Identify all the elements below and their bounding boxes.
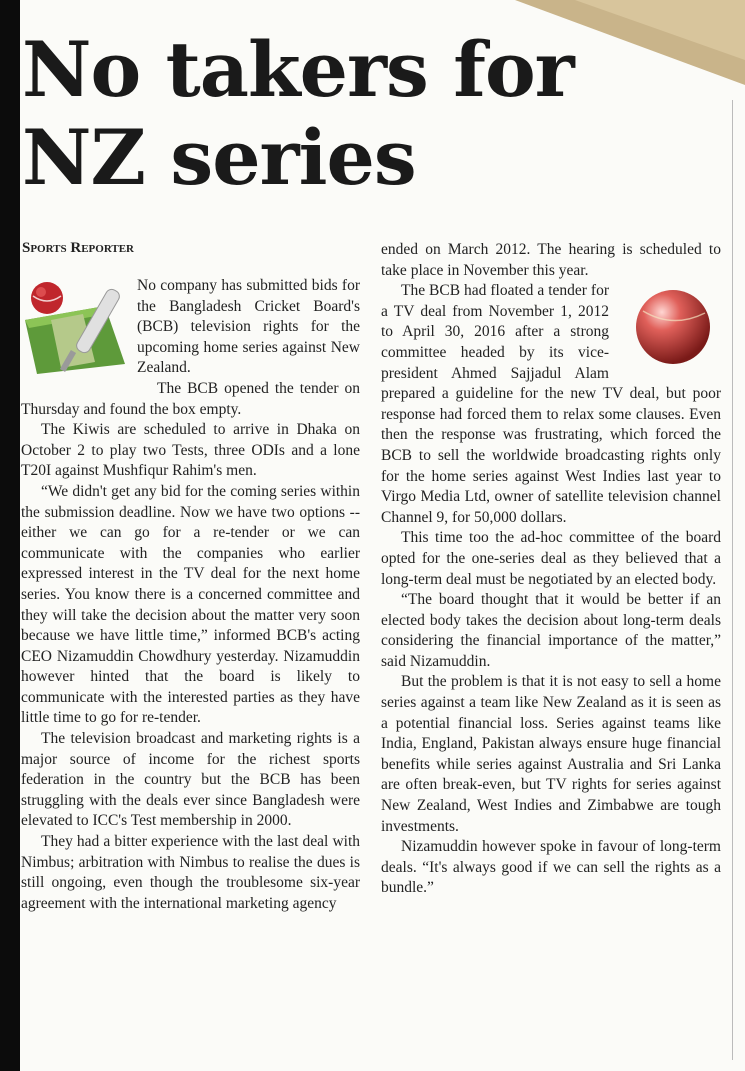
paragraph: “The board thought that it would be better if an elected body takes the decision about long-term deals considering the financial importance of the matter,” said Nizamuddin. [381, 591, 721, 670]
column-rule [732, 100, 733, 1060]
article-column-1 [21, 276, 360, 914]
paragraph: “We didn't get any bid for the coming series within the submission deadline. Now we have two options -- either we can go for a re-tender or we can communicate with the companies who earlier expressed interest in the TV deal for the next home series. You know there is a concerned committee and they will take the decision about the matter very soon because we have little time,” informed BCB's acting CEO Nizamuddin Chowdhury yesterday. Nizamuddin however hinted that the board is likely to communicate with the interested parties as they have little time to go for re-tender. [21, 482, 360, 727]
paragraph: ended on March 2012. The hearing is scheduled to take place in November this year. [381, 241, 721, 279]
paragraph: This time too the ad-hoc committee of the board opted for the one-series deal as they believed that a long-term deal must be negotiated by an elected body. [381, 529, 721, 588]
headline: No takers for NZ series [22, 25, 574, 202]
paragraph: The television broadcast and marketing rights is a major source of income for the richest sports federation in the country but the BCB has been struggling with the deals ever since Bangladesh were elevated to ICC's Test membership in 2000. [21, 730, 360, 830]
paragraph: But the problem is that it is not easy to sell a home series against a team like New Zealand as it is seen as a potential financial loss. Series against teams like India, England, Pakistan always ensure huge financial benefits while series against Australia and Sri Lanka are often break-even, but TV rights for series against New Zealand, West Indies and Zimbabwe are tough investments. [381, 673, 721, 835]
paragraph: The BCB opened the tender on Thursday and found the box empty. [21, 379, 360, 418]
article-column-2 [381, 240, 721, 899]
paragraph: They had a bitter experience with the last deal with Nimbus; arbitration with Nimbus to realise the dues is still ongoing, even though the troublesome six-year agreement with the international marketing agency [21, 833, 360, 912]
paragraph: The Kiwis are scheduled to arrive in Dhaka on October 2 to play two Tests, three ODIs and a lone T20I against Mushfiqur Rahim's men. [21, 421, 360, 480]
byline: Sports Reporter [22, 240, 134, 256]
cricket-tv-icon [21, 276, 129, 378]
paragraph: No company has submitted bids for the Bangladesh Cricket Board's (BCB) television rights for the upcoming home series against New Zealand. [137, 277, 360, 377]
paragraph: The BCB had floated a tender for a TV deal from November 1, 2012 to April 30, 2016 after a strong committee headed by its vice-president Ahmed Sajjadul Alam prepared a guideline for the new TV deal, but poor response had forced them to relax some clauses. Even then the response was frustrating, which forced the BCB to sell the worldwide broadcasting rights only for the home series against West Indies last year to Virgo Media Ltd, owner of satellite television channel Channel 9, for 50,000 dollars. [381, 282, 721, 526]
cricket-ball-image [617, 283, 723, 365]
paragraph: Nizamuddin however spoke in favour of long-term deals. “It's always good if we can sell the rights as a bundle.” [381, 838, 721, 897]
page-edge-bar [0, 0, 20, 1071]
